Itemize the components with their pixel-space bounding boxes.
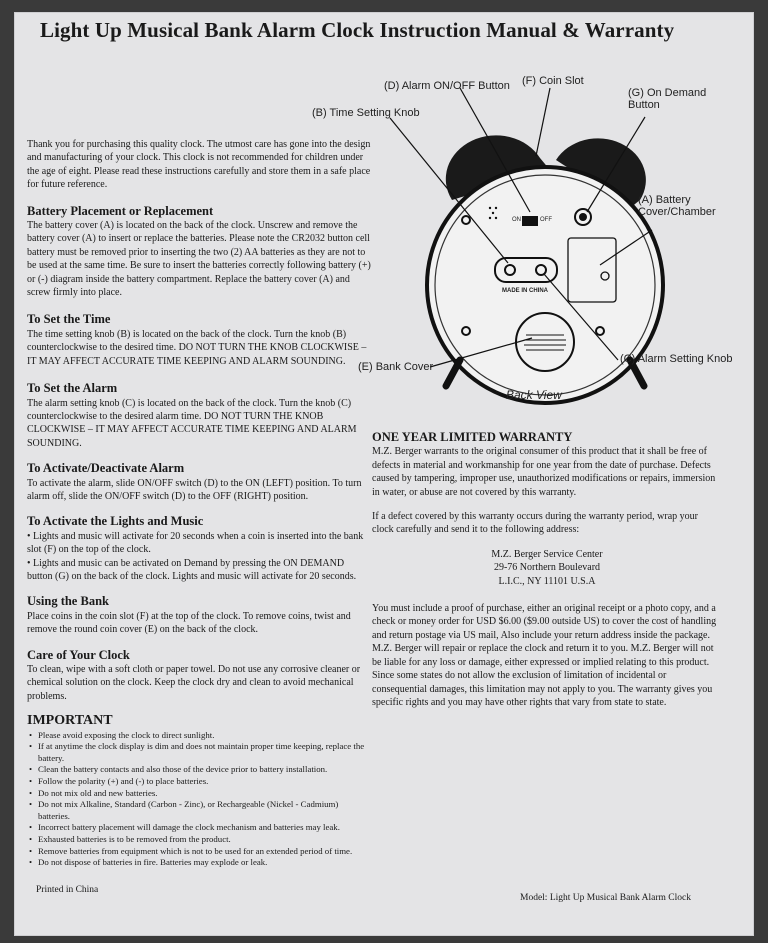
address-line: L.I.C., NY 11101 U.S.A bbox=[498, 575, 596, 587]
list-item: • Do not mix old and new batteries. bbox=[27, 788, 372, 800]
list-item: • Follow the polarity (+) and (-) to place batteries. bbox=[27, 776, 372, 788]
label-alarm-knob: (C) Alarm Setting Knob bbox=[620, 353, 733, 365]
clock-back-diagram bbox=[300, 60, 740, 410]
section-heading: To Activate the Lights and Music bbox=[27, 514, 204, 529]
address-line: 29-76 Northern Boulevard bbox=[493, 562, 601, 574]
section-body: • Lights and music will activate for 20 seconds when a coin is inserted into the bank slot (F) on the top of the clock. • Lights and music can be activated on Demand by pressing the ON DEMAND button (G) on the back of the clock. Lights and music will activate for 20 seconds. bbox=[27, 530, 364, 582]
warranty-paragraph: M.Z. Berger warrants to the original consumer of this product that it shall be free of defects in material and workmanship for one year from the date of purchase. Defects caused by tampering, improper use, unauthorized modifications or repairs, immersion in water, or abuse are not covered by this warranty. bbox=[372, 446, 716, 498]
section-body: The alarm setting knob (C) is located on the back of the clock. Turn the knob (C) counterclockwise to the desired alarm time. DO NOT TURN THE KNOB CLOCKWISE – IT MAY AFFECT ACCURATE TIME KEEPING AND ALARM SOUNDING. bbox=[27, 397, 357, 449]
section-care bbox=[27, 649, 372, 704]
made-in-label: MADE IN CHINA bbox=[502, 288, 548, 294]
address-line: M.Z. Berger Service Center bbox=[491, 548, 603, 560]
section-body: Place coins in the coin slot (F) at the top of the clock. To remove coins, twist and remove the round coin cover (E) on the back of the clock. bbox=[27, 610, 351, 636]
section-body: The battery cover (A) is located on the back of the clock. Unscrew and remove the battery cover (A) to insert or replace the batteries. Please note the CR2032 button cell battery must be removed prior to inserting the two (2) AA batteries as they are not to be used at the same time. Be sure to insert the batteries correctly following battery (+) or (-) diagram inside the battery compartment. Replace the battery cover (A) and screw firmly into place. bbox=[27, 220, 371, 299]
section-lights-music bbox=[27, 515, 372, 583]
list-item: • Do not mix Alkaline, Standard (Carbon - Zinc), or Rechargeable (Nickel - Cadmium) batteries. bbox=[27, 799, 372, 822]
label-bank-cover: (E) Bank Cover bbox=[358, 361, 434, 373]
section-heading: To Set the Alarm bbox=[27, 381, 118, 396]
label-on-demand: (G) On Demand Button bbox=[628, 87, 707, 111]
label-coin-slot: (F) Coin Slot bbox=[522, 75, 584, 87]
warranty-paragraph: You must include a proof of purchase, either an original receipt or a photo copy, and a check or money order for USD $6.00 ($9.00 outside US) to cover the cost of handling and return postage via US mail, Also include your return address inside the package. M.Z. Berger will repair or replace the clock and return it to you. M.Z. Berger will not be liable for any loss or damage, either expressed or implied relating to this product. Since some states do not allow the exclusion of limitation of incidental or consequential damages, this limitation may not apply to you. The warranty gives you specific rights and you may have other rights that vary from state to state. bbox=[372, 603, 717, 708]
left-leg-icon bbox=[446, 360, 460, 386]
document-title: Light Up Musical Bank Alarm Clock Instruction Manual & Warranty bbox=[40, 18, 675, 42]
on-off-switch-icon bbox=[522, 216, 538, 226]
list-item: • Do not dispose of batteries in fire. Batteries may explode or leak. bbox=[27, 857, 372, 869]
printed-in-label: Printed in China bbox=[36, 885, 99, 895]
warranty-section bbox=[372, 431, 722, 720]
switch-off-label: OFF bbox=[540, 217, 552, 223]
list-item: • If at anytime the clock display is dim and does not maintain proper time keeping, replace the battery. bbox=[27, 741, 372, 764]
model-label: Model: Light Up Musical Bank Alarm Clock bbox=[520, 893, 691, 903]
section-heading: Care of Your Clock bbox=[27, 647, 130, 662]
list-item: • Exhausted batteries is to be removed from the product. bbox=[27, 834, 372, 846]
list-item: • Clean the battery contacts and also those of the device prior to battery installation. bbox=[27, 764, 372, 776]
section-body: To activate the alarm, slide ON/OFF switch (D) to the ON (LEFT) position. To turn alarm off, slide the ON/OFF switch (D) to the OFF (RIGHT) position. bbox=[27, 477, 362, 502]
list-item: • Please avoid exposing the clock to direct sunlight. bbox=[27, 730, 372, 742]
section-body: The time setting knob (B) is located on the back of the clock. Turn the knob (B) counterclockwise to the desired time. DO NOT TURN THE KNOB CLOCKWISE – IT MAY AFFECT ACCURATE TIME KEEPING AND ALARM SOUNDING. bbox=[27, 328, 367, 367]
important-section bbox=[27, 714, 372, 869]
section-body: To clean, wipe with a soft cloth or paper towel. Do not use any corrosive cleaner or chemical solution on the clock. Keep the clock dry and clean to avoid mechanical problems. bbox=[27, 664, 361, 702]
list-item: • Remove batteries from equipment which is not to be used for an extended period of time. bbox=[27, 846, 372, 858]
section-using-bank bbox=[27, 595, 372, 636]
section-heading: To Set the Time bbox=[27, 312, 111, 327]
intro-paragraph: Thank you for purchasing this quality clock. The utmost care has gone into the design and manufacturing of your clock. This clock is not recommended for children under the age of eight. Please read these instructions carefully and store them in a safe place for future reference. bbox=[27, 139, 371, 191]
list-item: • Incorrect battery placement will damage the clock mechanism and batteries may leak. bbox=[27, 822, 372, 834]
clock-body-icon bbox=[427, 167, 663, 403]
service-address bbox=[372, 548, 722, 588]
section-heading: Battery Placement or Replacement bbox=[27, 203, 214, 218]
section-activate-alarm bbox=[27, 462, 372, 503]
label-battery-cover: (A) Battery Cover/Chamber bbox=[638, 194, 716, 218]
label-alarm-on-off: (D) Alarm ON/OFF Button bbox=[384, 80, 510, 92]
warranty-paragraph: If a defect covered by this warranty occurs during the warranty period, wrap your clock carefully and send it to the following address: bbox=[372, 511, 698, 536]
section-heading: Using the Bank bbox=[27, 594, 109, 609]
important-list bbox=[27, 730, 372, 869]
important-heading: IMPORTANT bbox=[27, 713, 113, 729]
warranty-heading: ONE YEAR LIMITED WARRANTY bbox=[372, 430, 573, 444]
switch-on-label: ON bbox=[512, 217, 521, 223]
label-time-knob: (B) Time Setting Knob bbox=[312, 107, 420, 119]
section-heading: To Activate/Deactivate Alarm bbox=[27, 461, 185, 476]
diagram-caption: Back View bbox=[506, 388, 562, 402]
